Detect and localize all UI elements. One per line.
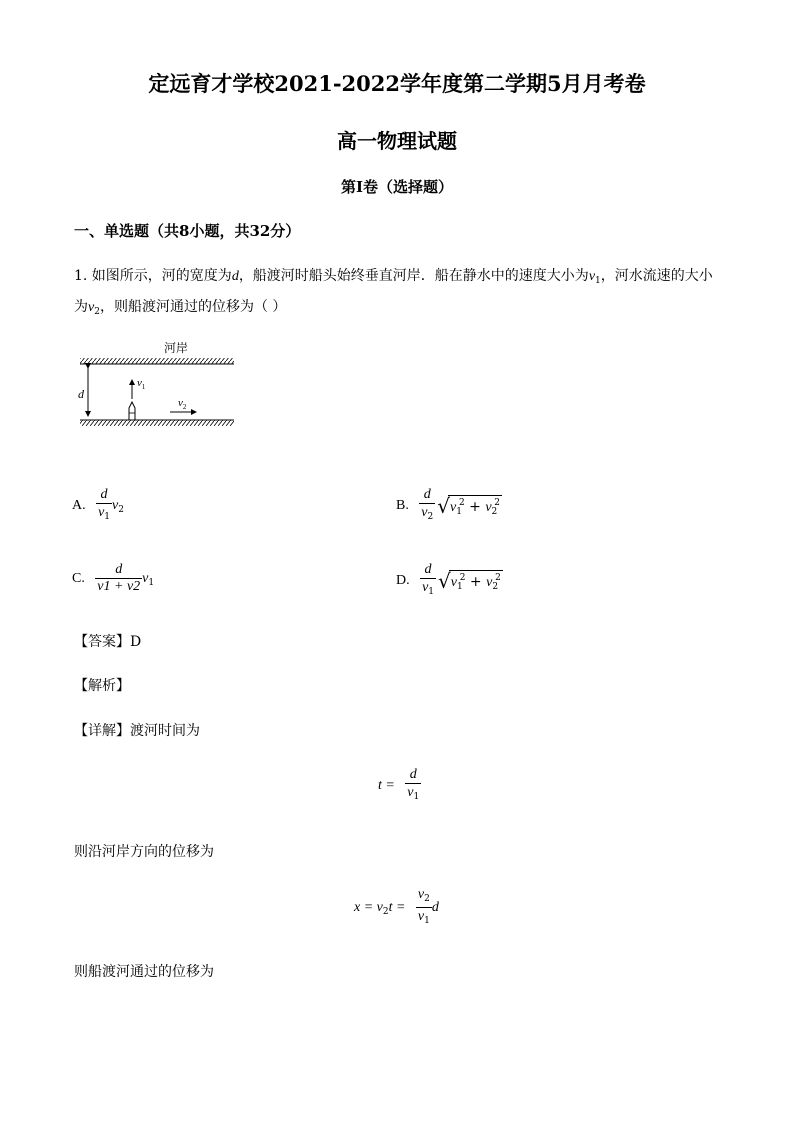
subscript: 1	[413, 792, 420, 802]
subscript: 2	[118, 505, 124, 515]
option-b-sqrt	[437, 494, 502, 518]
sqrt-icon: √	[438, 569, 451, 593]
option-d-fraction	[420, 562, 436, 600]
q1-text-part: ，则船渡河通过的位移为（ ）	[99, 299, 287, 315]
answer-label: 【答案】	[74, 634, 130, 650]
fraction-denominator: v	[407, 785, 414, 800]
equation-fraction	[416, 886, 432, 929]
option-a-label: A.	[72, 498, 86, 513]
fraction-numerator: v	[417, 887, 425, 902]
section-heading: 一、单选题（共8小题，共32分）	[74, 222, 301, 240]
option-c-multiplier: v	[142, 570, 149, 586]
q1-var-v1-sub: 1	[595, 276, 601, 286]
analysis-label: 【解析】	[74, 678, 130, 694]
q1-text-part: 1. 如图所示，河的宽度为	[74, 268, 232, 284]
q1-text-part: ，河水流速的大小	[600, 268, 713, 284]
question-1-line-1	[74, 266, 713, 291]
option-a-fraction	[96, 487, 112, 525]
sqrt-term: v	[450, 575, 457, 590]
sqrt-term: v	[485, 500, 492, 515]
option-a-multiplier: v	[112, 498, 119, 513]
option-b-label: B.	[396, 498, 409, 513]
plus-sign: +	[469, 574, 482, 590]
q1-text-part: ，船渡河时船头始终垂直河岸．船在静水中的速度大小为	[238, 268, 589, 284]
fraction-numerator: d	[95, 562, 142, 579]
subscript: 1	[104, 512, 111, 522]
equation-lhs: x = v	[354, 899, 383, 915]
fraction-denominator: v1 + v2	[97, 579, 141, 594]
fraction-numerator: d	[420, 562, 436, 579]
fraction-numerator: d	[419, 487, 435, 504]
sqrt-term: v	[450, 500, 457, 515]
diagram-v1-label: $v_1$	[137, 377, 146, 391]
subscript: 2	[424, 894, 430, 904]
fraction-denominator: v	[421, 505, 428, 520]
equation-fraction	[405, 767, 421, 805]
text-final: 则船渡河通过的位移为	[74, 964, 214, 980]
q1-var-v1: v	[588, 269, 596, 284]
river-crossing-diagram	[74, 336, 244, 436]
diagram-v2-label: $v_2$	[178, 397, 187, 411]
subscript: 1	[456, 507, 462, 517]
option-d-label: D.	[396, 573, 410, 588]
superscript: 2	[459, 573, 466, 583]
option-a[interactable]	[72, 487, 124, 525]
option-d[interactable]	[396, 562, 503, 600]
diagram-bank-label: 河岸	[163, 341, 189, 355]
superscript: 2	[495, 573, 501, 583]
subscript: 1	[428, 587, 435, 597]
subscript: 2	[491, 507, 498, 517]
answer-value: D	[130, 634, 142, 650]
option-c-fraction	[95, 562, 142, 595]
sqrt-term: v	[486, 575, 493, 590]
subscript: 2	[492, 582, 499, 592]
option-d-sqrt	[438, 569, 503, 593]
q1-var-v2: v	[88, 300, 95, 315]
answer-line	[74, 632, 141, 652]
subscript: 2	[382, 906, 389, 917]
option-c-label: C.	[72, 570, 85, 586]
q1-var-v2-sub: 2	[94, 307, 100, 317]
subscript: 1	[457, 582, 463, 592]
option-b-fraction	[419, 487, 435, 525]
fraction-denominator: v	[98, 505, 105, 520]
fraction-denominator: v	[417, 909, 425, 924]
q1-text-part: 为	[74, 299, 88, 315]
detail-line	[74, 721, 200, 741]
fraction-numerator: d	[405, 767, 421, 784]
equation-displacement-x	[354, 886, 439, 929]
option-c[interactable]	[72, 562, 154, 595]
text-along-bank: 则沿河岸方向的位移为	[74, 844, 214, 860]
diagram-d-label: d	[78, 387, 84, 401]
equation-multiplier: d	[431, 899, 439, 915]
superscript: 2	[458, 498, 465, 508]
equation-lhs: t =	[378, 778, 395, 793]
exam-school-title: 定远育才学校2021-2022学年度第二学期5月月考卷	[148, 71, 646, 96]
subscript: 1	[424, 916, 430, 926]
boat-icon	[129, 402, 135, 420]
exam-subject-title: 高一物理试题	[337, 129, 457, 153]
top-bank-hatch	[80, 358, 234, 364]
detail-label: 【详解】	[74, 723, 130, 739]
subscript: 1	[148, 577, 155, 588]
fraction-denominator: v	[422, 580, 429, 595]
question-1-line-2	[74, 297, 286, 322]
q1-var-d: d	[231, 269, 239, 284]
detail-text: 渡河时间为	[130, 723, 200, 739]
bottom-bank-hatch	[80, 420, 234, 426]
exam-volume-title: 第Ⅰ卷（选择题）	[340, 178, 454, 196]
fraction-numerator: d	[96, 487, 112, 504]
superscript: 2	[494, 498, 501, 508]
equation-time	[378, 767, 421, 805]
plus-sign: +	[469, 499, 481, 515]
subscript: 2	[427, 512, 434, 522]
sqrt-icon: √	[437, 494, 450, 518]
equation-lhs: t =	[388, 899, 406, 915]
option-b[interactable]	[396, 487, 502, 525]
